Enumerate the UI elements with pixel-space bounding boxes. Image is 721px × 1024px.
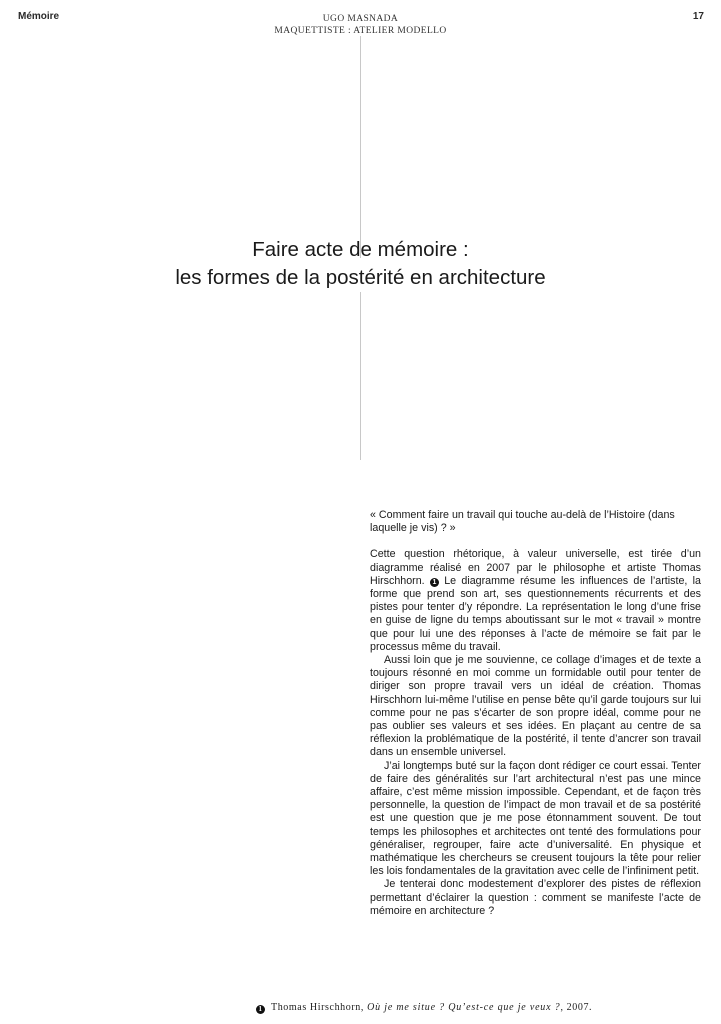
title-line-1: Faire acte de mémoire : [252,238,469,261]
author-block [0,13,721,37]
article-title [0,236,721,292]
footnote-author: Thomas Hirschhorn, [271,1002,365,1013]
article-body [370,509,701,918]
epigraph: « Comment faire un travail qui touche au-delà de l’Histoire (dans laquelle je vis) ? » [370,509,675,535]
center-divider [360,36,361,258]
footnote-work-title: Où je me situe ? Qu’est-ce que je veux ? [367,1002,561,1013]
footnote [256,1002,592,1014]
paragraph-1-start: Cette question rhétorique, à valeur universelle, est tirée d’un diagramme réalisé en 2007 par le philosophe et artiste Thomas Hirschhorn. [370,548,701,587]
author-name: UGO MASNADA [322,14,399,24]
paragraph-1-end: Le diagramme résume les influences de l’artiste, la forme que prend son art, ses questionnements récurrents et des pistes pour tenter d’y répondre. La représentation le long d’une frise en guise de ligne du temps aboutissant sur le mot « travail » montre que pour lui une des réponses à l’acte de mémoire se fait par le processus même du travail. [370,574,701,653]
footnote-marker[interactable]: 1 [430,578,439,587]
section-label: Mémoire [18,11,60,22]
paragraph-4: Je tenterai donc modestement d’explorer des pistes de réflexion permettant d’éclairer la question : comment se manifeste l’acte de mémoire en architecture ? [370,878,701,917]
center-divider-lower [360,292,361,460]
author-role: MAQUETTISTE : ATELIER MODELLO [274,26,447,36]
paragraph-3: J’ai longtemps buté sur la façon dont rédiger ce court essai. Tenter de faire des généralités sur l’art architectural n’est pas une mince affaire, c’est même mission impossible. Cependant, et de façon très personnelle, la question de l’impact de mon travail et de sa postérité est une question que je me pose étonnamment souvent. De tout temps les philosophes et architectes ont tenté des formulations pour généraliser, regrouper, faire acte d’universalité. En physique et mathématique les chercheurs se creusent toujours la tête pour relier les lois fondamentales de la gravitation avec celle de l’infiniment petit. [370,759,701,878]
title-line-2: les formes de la postérité en architecture [175,266,546,289]
paragraph-1 [370,548,701,654]
paragraph-2: Aussi loin que je me souvienne, ce collage d’images et de texte a toujours résonné en moi comme un formidable outil pour tenter de diriger son propre travail vers un idéal de création. Thomas Hirschhorn lui-même l’utilise en pense bête qu’il garde toujours sur lui comme pour ne pas s’écarter de son propre idéal, comme pour ne pas oublier ses valeurs et ses idées. En plaçant au centre de sa réflexion la problématique de la postérité, il tente d’ancrer son travail dans un ensemble universel. [370,654,701,759]
page-number: 17 [692,11,704,22]
footnote-number: 1 [256,1005,265,1014]
footnote-year: , 2007. [560,1002,593,1013]
